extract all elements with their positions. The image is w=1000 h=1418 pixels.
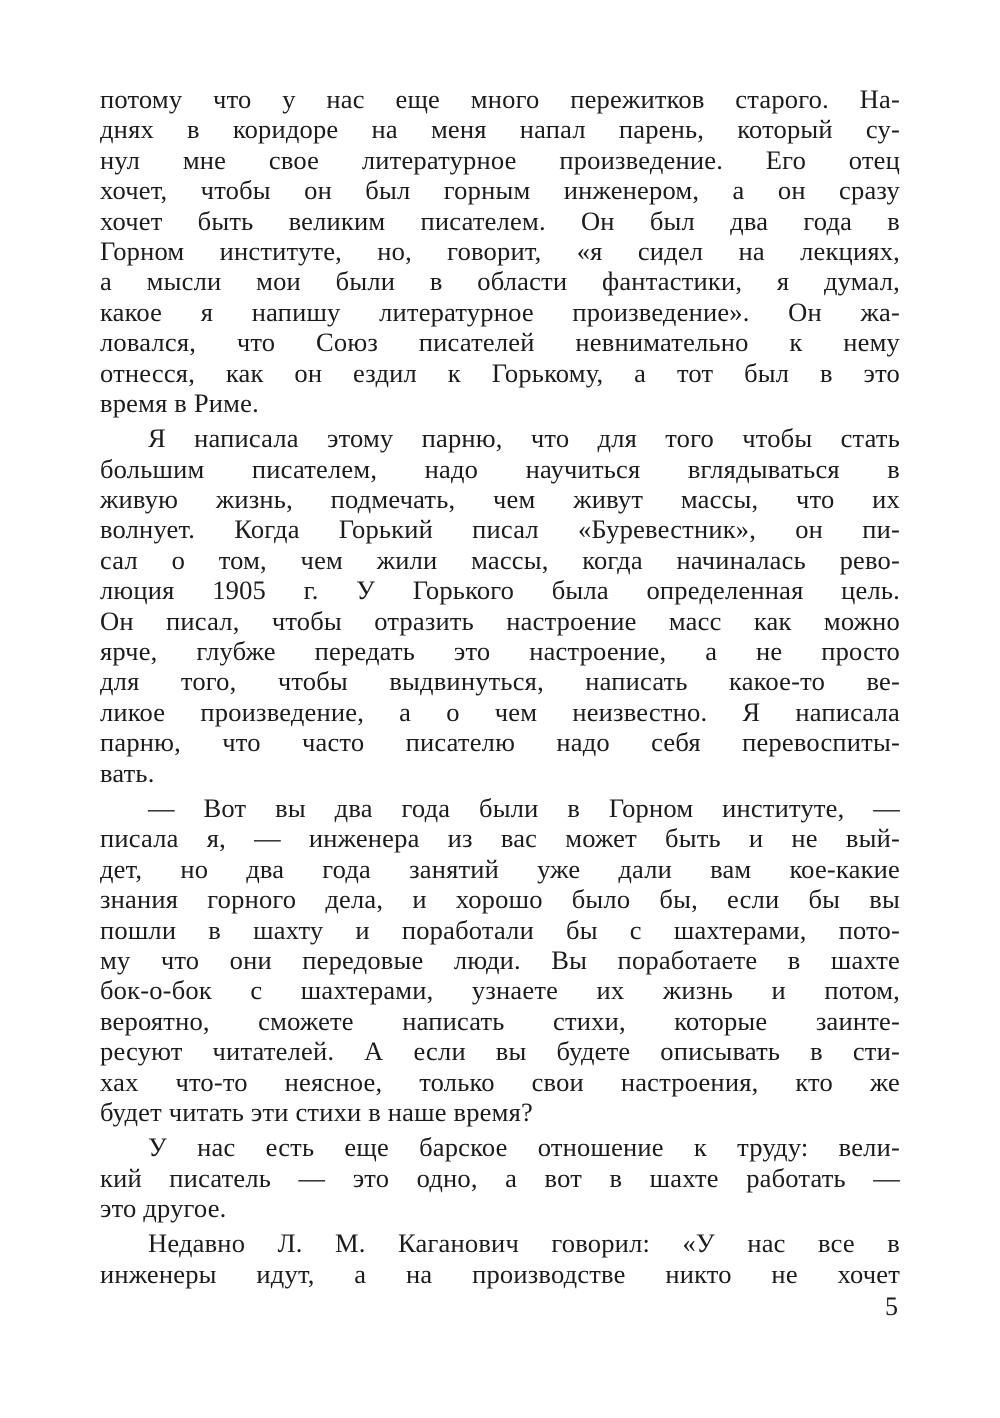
text-line: отнесся, как он ездил к Горькому, а тот был в это xyxy=(100,357,900,388)
paragraph-5 xyxy=(100,1228,900,1289)
text-line: какое я напишу литературное произведение». Он жа- xyxy=(100,296,900,327)
text-line: знания горного дела, и хорошо было бы, если бы вы xyxy=(100,884,900,915)
text-line: бок-о-бок с шахтерами, узнаете их жизнь и потом, xyxy=(100,975,900,1006)
text-line: му что они передовые люди. Вы поработаете в шахте xyxy=(100,944,900,975)
text-line: хочет, чтобы он был горным инженером, а он сразу xyxy=(100,175,900,206)
text-line: кий писатель — это одно, а вот в шахте работать — xyxy=(100,1162,900,1193)
paragraph-2 xyxy=(100,423,900,788)
text-line: вать. xyxy=(100,757,155,788)
text-line: парню, что часто писателю надо себя перевоспиты- xyxy=(100,727,900,758)
page-body xyxy=(100,84,900,1289)
text-line: нул мне свое литературное произведение. Его отец xyxy=(100,144,900,175)
paragraph-4 xyxy=(100,1132,900,1223)
text-line: Недавно Л. М. Каганович говорил: «У нас все в xyxy=(148,1228,900,1259)
text-line: для того, чтобы выдвинуться, написать какое-то ве- xyxy=(100,666,900,697)
text-line: дет, но два года занятий уже дали вам кое-какие xyxy=(100,853,900,884)
text-line: вероятно, сможете написать стихи, которые заинте- xyxy=(100,1005,900,1036)
text-line: будет читать эти стихи в наше время? xyxy=(100,1096,533,1127)
text-line: сал о том, чем жили массы, когда начиналась рево- xyxy=(100,544,900,575)
text-line: люция 1905 г. У Горького была определенная цель. xyxy=(100,575,900,606)
text-line: хочет быть великим писателем. Он был два года в xyxy=(100,205,900,236)
text-line: а мысли мои были в области фантастики, я думал, xyxy=(100,266,900,297)
text-line: ресуют читателей. А если вы будете описывать в сти- xyxy=(100,1036,900,1067)
text-line: время в Риме. xyxy=(100,387,259,418)
text-line: это другое. xyxy=(100,1193,227,1224)
text-line: днях в коридоре на меня напал парень, который су- xyxy=(100,114,900,145)
text-line: хах что-то неясное, только свои настроения, кто же xyxy=(100,1066,900,1097)
text-line: волнует. Когда Горький писал «Буревестник», он пи- xyxy=(100,514,900,545)
text-line: У нас есть еще барское отношение к труду: вели- xyxy=(148,1132,900,1163)
text-line: пошли в шахту и поработали бы с шахтерами, пото- xyxy=(100,914,900,945)
text-line: потому что у нас еще много пережитков старого. На- xyxy=(100,84,900,114)
page-number: 5 xyxy=(885,1292,898,1321)
text-line: живую жизнь, подмечать, чем живут массы, что их xyxy=(100,484,900,515)
text-line: — Вот вы два года были в Горном институте, — xyxy=(148,792,900,823)
text-line: Горном институте, но, говорит, «я сидел на лекциях, xyxy=(100,235,900,266)
text-line: инженеры идут, а на производстве никто не хочет xyxy=(100,1258,900,1289)
text-line: Он писал, чтобы отразить настроение масс как можно xyxy=(100,605,900,636)
text-line: большим писателем, надо научиться вглядываться в xyxy=(100,453,900,484)
text-line: ярче, глубже передать это настроение, а не просто xyxy=(100,636,900,667)
paragraph-3 xyxy=(100,793,900,1127)
text-line: Я написала этому парню, что для того чтобы стать xyxy=(148,423,900,454)
text-line: писала я, — инженера из вас может быть и не вый- xyxy=(100,823,900,854)
text-line: ловался, что Союз писателей невнимательно к нему xyxy=(100,327,900,358)
text-line: ликое произведение, а о чем неизвестно. Я написала xyxy=(100,696,900,727)
paragraph-1 xyxy=(100,84,900,418)
